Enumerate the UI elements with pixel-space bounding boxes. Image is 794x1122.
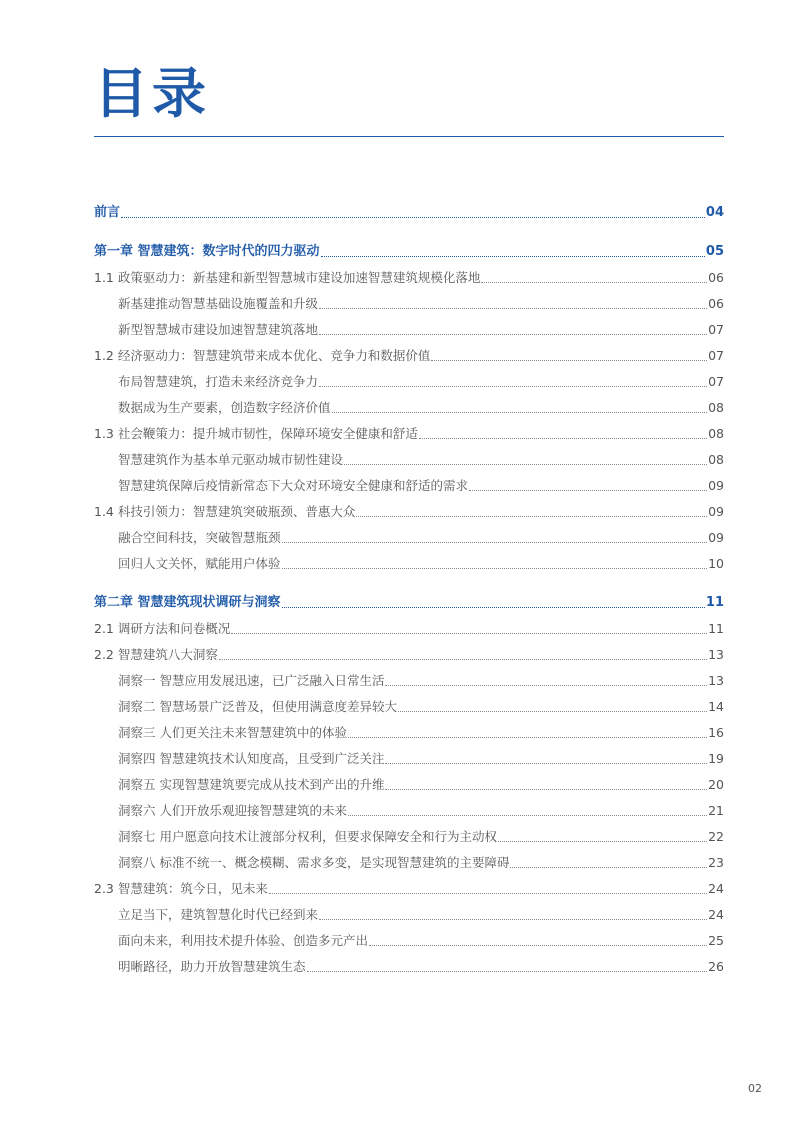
toc-entry-page: 26 bbox=[708, 959, 724, 974]
dot-leader bbox=[319, 919, 707, 920]
toc-entry-page: 19 bbox=[708, 751, 724, 766]
toc-entry-sub[interactable] bbox=[94, 691, 724, 717]
toc-entry-title: 第一章 智慧建筑：数字时代的四力驱动 bbox=[94, 244, 320, 259]
dot-leader bbox=[282, 607, 705, 608]
toc-entry-section[interactable] bbox=[94, 496, 724, 522]
toc-entry-page: 11 bbox=[708, 621, 724, 636]
toc-entry-page: 08 bbox=[708, 400, 724, 415]
toc-entry-page: 24 bbox=[708, 881, 724, 896]
toc-entry-page: 06 bbox=[708, 296, 724, 311]
toc-entry-sub[interactable] bbox=[94, 769, 724, 795]
toc-entry-title: 明晰路径，助力开放智慧建筑生态 bbox=[118, 959, 306, 974]
dot-leader bbox=[419, 438, 707, 439]
toc-entry-section[interactable] bbox=[94, 873, 724, 899]
toc-entry-page: 10 bbox=[708, 556, 724, 571]
toc-entry-sub[interactable] bbox=[94, 314, 724, 340]
dot-leader bbox=[282, 568, 708, 569]
toc-entry-page: 22 bbox=[708, 829, 724, 844]
toc-entry-title: 洞察八 标准不统一、概念模糊、需求多变，是实现智慧建筑的主要障碍 bbox=[118, 855, 510, 870]
dot-leader bbox=[319, 334, 707, 335]
toc-entry-title: 2.1 调研方法和问卷概况 bbox=[94, 621, 231, 636]
toc-entry-page: 20 bbox=[708, 777, 724, 792]
toc-entry-page: 07 bbox=[708, 348, 724, 363]
table-of-contents bbox=[94, 197, 724, 977]
toc-entry-title: 1.4 科技引领力：智慧建筑突破瓶颈、普惠大众 bbox=[94, 504, 356, 519]
toc-entry-sub[interactable] bbox=[94, 951, 724, 977]
toc-entry-sub[interactable] bbox=[94, 665, 724, 691]
toc-entry-title: 洞察二 智慧场景广泛普及，但使用满意度差异较大 bbox=[118, 699, 397, 714]
toc-entry-page: 04 bbox=[705, 205, 724, 220]
toc-entry-section[interactable] bbox=[94, 418, 724, 444]
dot-leader bbox=[369, 945, 707, 946]
dot-leader bbox=[398, 711, 707, 712]
toc-entry-page: 21 bbox=[708, 803, 724, 818]
dot-leader bbox=[344, 464, 707, 465]
toc-entry-page: 13 bbox=[708, 647, 724, 662]
toc-entry-sub[interactable] bbox=[94, 392, 724, 418]
toc-entry-title: 2.2 智慧建筑八大洞察 bbox=[94, 647, 218, 662]
toc-entry-title: 洞察七 用户愿意向技术让渡部分权利，但要求保障安全和行为主动权 bbox=[118, 829, 497, 844]
toc-entry-title: 洞察六 人们开放乐观迎接智慧建筑的未来 bbox=[118, 803, 347, 818]
toc-entry-page: 08 bbox=[708, 452, 724, 467]
dot-leader bbox=[348, 737, 707, 738]
toc-entry-page: 05 bbox=[705, 244, 724, 259]
dot-leader bbox=[498, 841, 707, 842]
toc-entry-title: 洞察一 智慧应用发展迅速，已广泛融入日常生活 bbox=[118, 673, 385, 688]
toc-entry-title: 第二章 智慧建筑现状调研与洞察 bbox=[94, 595, 281, 610]
toc-entry-page: 06 bbox=[708, 270, 724, 285]
toc-entry-sub[interactable] bbox=[94, 444, 724, 470]
dot-leader bbox=[319, 308, 707, 309]
dot-leader bbox=[385, 763, 707, 764]
toc-entry-sub[interactable] bbox=[94, 522, 724, 548]
dot-leader bbox=[356, 516, 707, 517]
dot-leader bbox=[231, 633, 707, 634]
toc-entry-page: 13 bbox=[708, 673, 724, 688]
dot-leader bbox=[348, 815, 707, 816]
toc-entry-page: 25 bbox=[708, 933, 724, 948]
toc-entry-page: 16 bbox=[708, 725, 724, 740]
dot-leader bbox=[321, 256, 705, 257]
toc-entry-sub[interactable] bbox=[94, 795, 724, 821]
toc-entry-title: 智慧建筑保障后疫情新常态下大众对环境安全健康和舒适的需求 bbox=[118, 478, 469, 493]
toc-entry-title: 融合空间科技，突破智慧瓶颈 bbox=[118, 530, 281, 545]
toc-entry-title: 前言 bbox=[94, 205, 121, 220]
toc-entry-title: 洞察三 人们更关注未来智慧建筑中的体验 bbox=[118, 725, 347, 740]
dot-leader bbox=[510, 867, 707, 868]
toc-entry-title: 2.3 智慧建筑：筑今日，见未来 bbox=[94, 881, 268, 896]
toc-entry-sub[interactable] bbox=[94, 717, 724, 743]
dot-leader bbox=[469, 490, 707, 491]
toc-entry-sub[interactable] bbox=[94, 925, 724, 951]
dot-leader bbox=[121, 217, 705, 218]
dot-leader bbox=[332, 412, 708, 413]
dot-leader bbox=[431, 360, 707, 361]
toc-entry-sub[interactable] bbox=[94, 470, 724, 496]
dot-leader bbox=[219, 659, 707, 660]
toc-entry-title: 智慧建筑作为基本单元驱动城市韧性建设 bbox=[118, 452, 344, 467]
page-number: 02 bbox=[748, 1082, 762, 1095]
dot-leader bbox=[385, 789, 707, 790]
toc-entry-sub[interactable] bbox=[94, 899, 724, 925]
toc-entry-sub[interactable] bbox=[94, 743, 724, 769]
toc-entry-title: 布局智慧建筑，打造未来经济竞争力 bbox=[118, 374, 319, 389]
toc-entry-title: 新型智慧城市建设加速智慧建筑落地 bbox=[118, 322, 319, 337]
toc-entry-sub[interactable] bbox=[94, 366, 724, 392]
toc-entry-title: 数据成为生产要素，创造数字经济价值 bbox=[118, 400, 331, 415]
dot-leader bbox=[269, 893, 707, 894]
toc-entry-section[interactable] bbox=[94, 639, 724, 665]
toc-entry-title: 面向未来，利用技术提升体验、创造多元产出 bbox=[118, 933, 369, 948]
dot-leader bbox=[319, 386, 707, 387]
toc-entry-title: 回归人文关怀，赋能用户体验 bbox=[118, 556, 281, 571]
toc-entry-section[interactable] bbox=[94, 613, 724, 639]
toc-entry-page: 14 bbox=[708, 699, 724, 714]
toc-entry-title: 洞察四 智慧建筑技术认知度高，且受到广泛关注 bbox=[118, 751, 385, 766]
dot-leader bbox=[307, 971, 708, 972]
toc-entry-title: 洞察五 实现智慧建筑要完成从技术到产出的升维 bbox=[118, 777, 385, 792]
toc-entry-title: 1.2 经济驱动力：智慧建筑带来成本优化、竞争力和数据价值 bbox=[94, 348, 431, 363]
toc-entry-title: 1.3 社会鞭策力：提升城市韧性，保障环境安全健康和舒适 bbox=[94, 426, 418, 441]
toc-entry-page: 07 bbox=[708, 322, 724, 337]
toc-entry-page: 09 bbox=[708, 504, 724, 519]
page-title: 目录 bbox=[94, 62, 210, 125]
toc-entry-chapter[interactable] bbox=[94, 236, 724, 262]
dot-leader bbox=[282, 542, 708, 543]
toc-entry-sub[interactable] bbox=[94, 821, 724, 847]
toc-entry-page: 23 bbox=[708, 855, 724, 870]
toc-entry-page: 09 bbox=[708, 530, 724, 545]
toc-entry-chapter[interactable] bbox=[94, 587, 724, 613]
toc-entry-section[interactable] bbox=[94, 262, 724, 288]
toc-entry-sub[interactable] bbox=[94, 548, 724, 574]
toc-entry-title: 1.1 政策驱动力：新基建和新型智慧城市建设加速智慧建筑规模化落地 bbox=[94, 270, 481, 285]
toc-entry-chapter[interactable] bbox=[94, 197, 724, 223]
toc-entry-page: 08 bbox=[708, 426, 724, 441]
toc-entry-page: 07 bbox=[708, 374, 724, 389]
toc-entry-page: 11 bbox=[705, 595, 724, 610]
toc-entry-section[interactable] bbox=[94, 340, 724, 366]
toc-entry-title: 立足当下，建筑智慧化时代已经到来 bbox=[118, 907, 319, 922]
toc-entry-title: 新基建推动智慧基础设施覆盖和升级 bbox=[118, 296, 319, 311]
toc-entry-page: 09 bbox=[708, 478, 724, 493]
toc-entry-page: 24 bbox=[708, 907, 724, 922]
dot-leader bbox=[481, 282, 707, 283]
toc-entry-sub[interactable] bbox=[94, 847, 724, 873]
toc-entry-sub[interactable] bbox=[94, 288, 724, 314]
title-divider bbox=[94, 136, 724, 137]
dot-leader bbox=[385, 685, 707, 686]
